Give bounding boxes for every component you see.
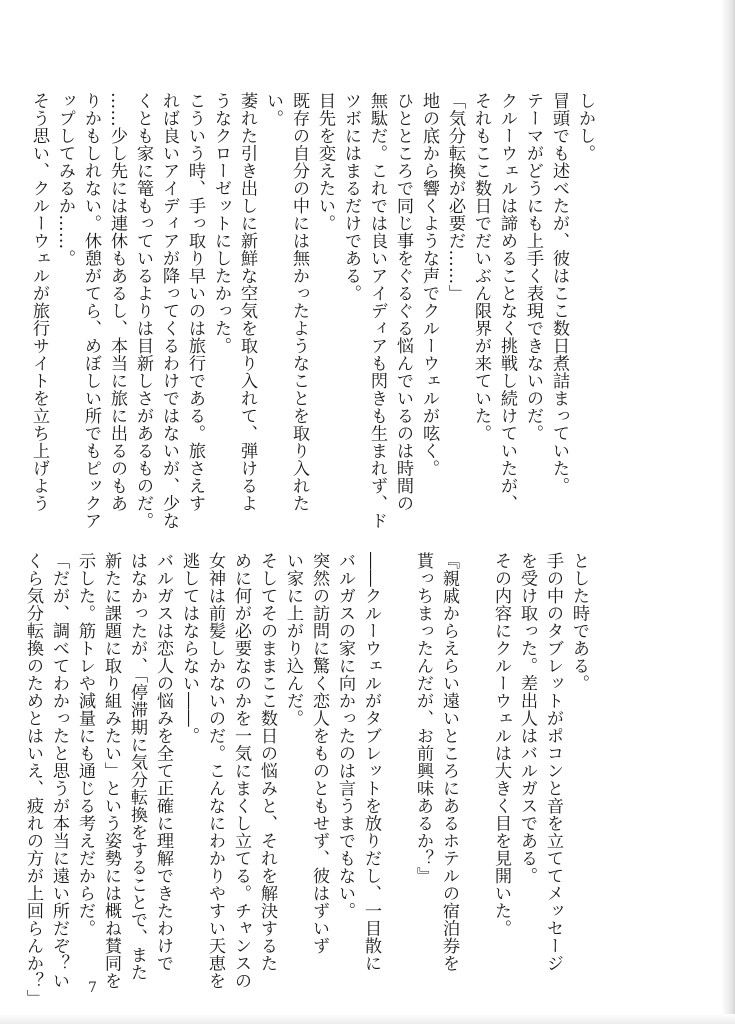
- text-line: 「気分転換が必要だ……」: [445, 92, 465, 302]
- upper-text-block: [29, 92, 598, 530]
- text-line: くとも家に篭もっているよりは目新しさがあるものだ。: [133, 92, 153, 530]
- text-line: ひとところで同じ事をぐるぐる悩んでいるのは時間の: [393, 92, 413, 512]
- text-line: その内容にクルーウェルは大きく目を見開いた。: [491, 552, 511, 937]
- text-line: い家に上がり込んだ。: [283, 552, 303, 727]
- text-line: い。: [263, 92, 283, 127]
- text-line: そしてそのままここ数日の悩みと、それを解決するた: [257, 552, 277, 972]
- text-line: 貰っちまったんだが、お前興味あるか？』: [413, 552, 433, 885]
- text-line: バルガスは恋人の悩みを全て正確に理解できたわけで: [153, 552, 173, 972]
- text-line: 既存の自分の中には無かったようなことを取り入れた: [289, 92, 309, 512]
- text-line: れば良いアイディアが降ってくるわけではないが、少な: [159, 92, 179, 530]
- text-line: 萎れた引き出しに新鮮な空気を取り入れて、弾けるよ: [237, 92, 257, 512]
- text-line: はなかったが、「停滞期に気分転換をすることで、また: [127, 552, 147, 981]
- text-line: ……少し先には連休もあるし、本当に旅に出るのもあ: [107, 92, 127, 512]
- lower-text-block: [23, 552, 592, 1007]
- text-line: それもここ数日でだいぶん限界が来ていた。: [471, 92, 491, 442]
- text-line: クルーウェルは諦めることなく挑戦し続けていたが、: [497, 92, 517, 512]
- text-line: 冒頭でも述べたが、彼はここ数日煮詰まっていた。: [549, 92, 569, 495]
- blank-line: [384, 552, 410, 964]
- text-line: 突然の訪問に驚く恋人をものともせず、彼はずいず: [309, 552, 329, 955]
- text-line: くら気分転換のためとはいえ、疲れの方が上回らんか？」: [23, 552, 43, 1007]
- text-line: 示した。筋トレや減量にも通じる考えだからだ。: [75, 552, 95, 937]
- text-line: を受け取った。差出人はバルガスである。: [517, 552, 537, 885]
- text-line: 逃してはならない――。: [179, 552, 199, 745]
- text-line: 「だが、調べてわかったと思うが本当に遠い所だぞ？い: [49, 552, 69, 990]
- text-line: バルガスの家に向かったのは言うまでもない。: [335, 552, 355, 920]
- text-line: とした時である。: [569, 552, 589, 692]
- text-line: ツボにはまるだけである。: [341, 92, 361, 302]
- text-line: テーマがどうにも上手く表現できないのだ。: [523, 92, 543, 442]
- text-line: しかし。: [575, 92, 595, 162]
- text-line: うなクローゼットにしたかった。: [211, 92, 231, 355]
- text-line: 新たに課題に取り組みたい」という姿勢には概ね賛同を: [101, 552, 121, 990]
- text-line: 目先を変えたい。: [315, 92, 335, 232]
- text-line: 無駄だ。これでは良いアイディアも閃きも生まれず、ド: [367, 92, 387, 530]
- text-line: こういう時、手っ取り早いのは旅行である。旅さえす: [185, 92, 205, 512]
- text-line: 地の底から響くような声でクルーウェルが呟く。: [419, 92, 439, 477]
- text-line: 『親戚からえらい遠いところにあるホテルの宿泊券を: [439, 552, 459, 972]
- text-line: 手の中のタブレットがポコンと音を立ててメッセージ: [543, 552, 563, 972]
- text-line: りかもしれない。休憩がてら、めぼしい所でもピックア: [81, 92, 101, 530]
- text-line: ップしてみるか……。: [55, 92, 75, 267]
- blank-line: [462, 552, 488, 964]
- text-line: めに何が必要なのかを一気にまくし立てる。チャンスの: [231, 552, 251, 990]
- page-number: 7: [88, 980, 97, 996]
- text-line: そう思い、クルーウェルが旅行サイトを立ち上げよう: [29, 92, 49, 512]
- text-line: 女神は前髪しかないのだ。こんなにわかりやすい天恵を: [205, 552, 225, 990]
- text-line: ――クルーウェルがタブレットを放りだし、一目散に: [361, 552, 381, 972]
